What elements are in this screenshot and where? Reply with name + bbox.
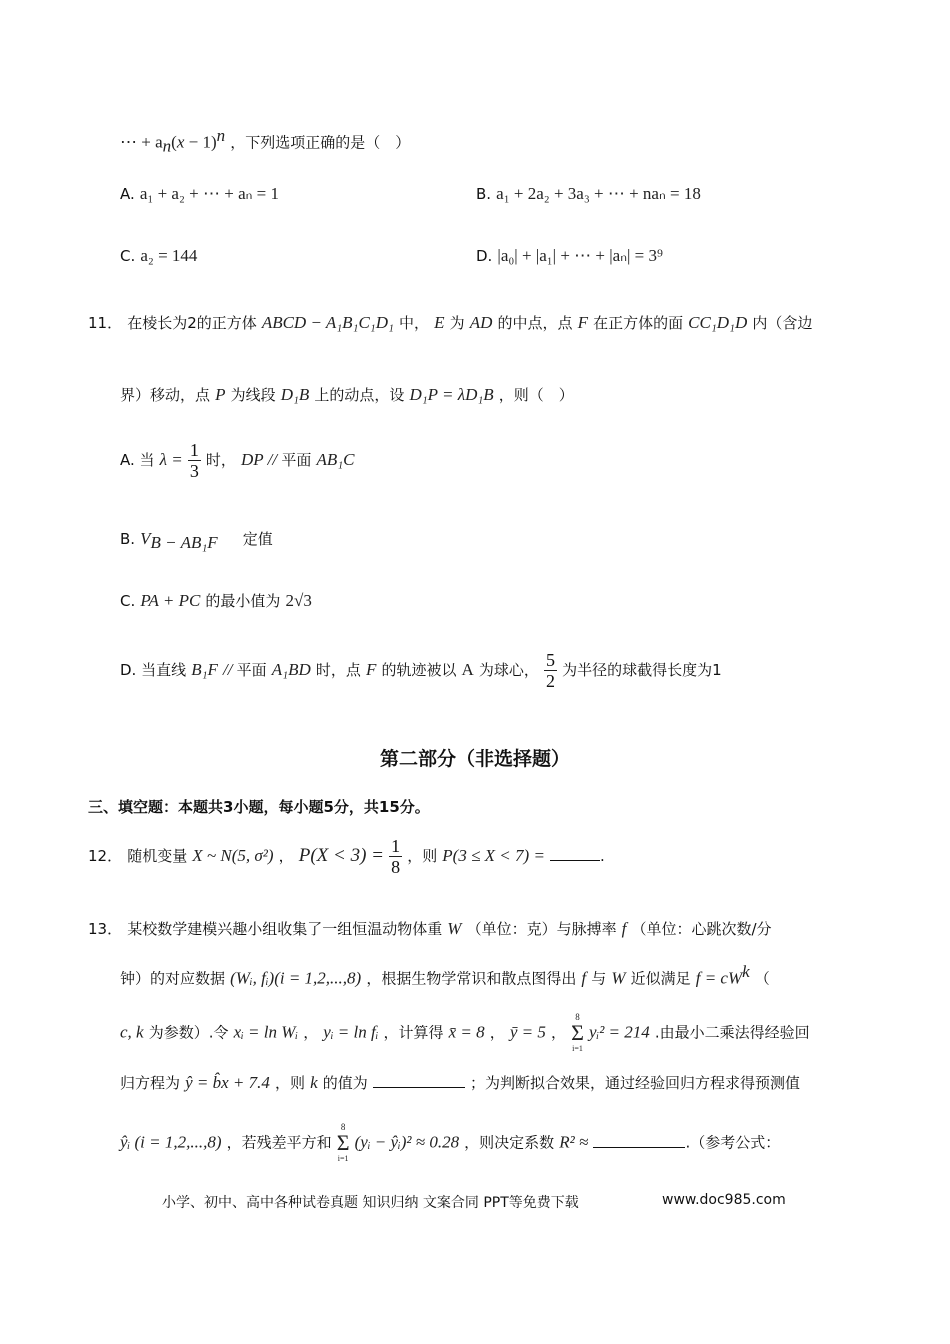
q10-option-c: C. a₂ = 144 bbox=[120, 246, 198, 265]
summation-symbol: 8 Σ i=1 bbox=[336, 1122, 350, 1163]
q10-option-d-math: |a₀| + |a₁| + ⋯ + |aₙ| = 3⁹ bbox=[497, 246, 663, 265]
q13-line5: ŷᵢ (i = 1,2,...,8) ，若残差平方和 8 Σ i=1 (yᵢ − ŷᵢ)² ≈ 0.28 ，则决定系数 R² ≈ .（参考公式： bbox=[120, 1122, 781, 1163]
q13-line2: 钟）的对应数据 (Wᵢ, fᵢ)(i = 1,2,...,8) ，根据生物学常识和散点图得出 f 与 W 近似满足 $f = cW^k$ （ bbox=[120, 962, 770, 988]
q10-option-d: D. |a₀| + |a₁| + ⋯ + |aₙ| = 3⁹ bbox=[476, 246, 663, 265]
fraction-one-eighth: $\frac{1}{8}$ bbox=[391, 836, 401, 877]
footer-website-link[interactable]: www.doc985.com bbox=[662, 1192, 786, 1208]
q10-option-c-math: a₂ = 144 bbox=[140, 246, 198, 265]
q10-option-b-math: a₁ + 2a₂ + 3a₃ + ⋯ + naₙ = 18 bbox=[496, 184, 701, 203]
q13-number: 13． bbox=[88, 920, 123, 938]
q13-line4: 归方程为 ŷ = b̂x + 7.4 ，则 k 的值为 ；为判断拟合效果，通过经验回归方程求得预测值 bbox=[120, 1073, 800, 1092]
q11-option-c: C. PA + PC 的最小值为 2√3 bbox=[120, 591, 312, 610]
q13-k-answer-blank[interactable] bbox=[373, 1087, 465, 1088]
q11-option-b: B. $V_{B - AB_1F}$ 定值 bbox=[120, 529, 273, 553]
q10-question-text: ，下列选项正确的是（ ） bbox=[230, 133, 411, 152]
q13-line1: 13． 某校数学建模兴趣小组收集了一组恒温动物体重 W （单位：克）与脉搏率 f （单位：心跳次数/分 bbox=[88, 919, 772, 938]
section-title: 第二部分（非选择题） bbox=[379, 748, 570, 770]
q11-number: 11． bbox=[88, 314, 123, 332]
summation-symbol: 8 Σ i=1 bbox=[571, 1012, 584, 1053]
fraction-one-third: $\frac{1}{3}$ bbox=[189, 440, 199, 481]
q13-line3: c, k 为参数）.令 xᵢ = ln Wᵢ ， yᵢ = ln fᵢ ，计算得 x̄ = 8 ， ȳ = 5 ， 8 Σ i=1 yᵢ² = 214 .由最小二乘法得经验回 bbox=[120, 1012, 810, 1053]
q11-line2: 界）移动，点 P 为线段 D₁B 上的动点，设 D₁P = λD₁B ，则（ ） bbox=[120, 385, 574, 404]
q10-tail-line: ⋯ + $a_n(x - 1)^n$ ，下列选项正确的是（ ） bbox=[120, 126, 411, 156]
q11-option-d: D. 当直线 B₁F // 平面 A₁BD 时，点 F 的轨迹被以 A 为球心， $\frac{5}{2}$ 为半径的球截得长度为1 bbox=[120, 650, 722, 691]
q12-answer-blank[interactable] bbox=[550, 860, 600, 861]
section-heading: 三、填空题：本题共3小题，每小题5分，共15分。 bbox=[88, 798, 430, 816]
q12-line: 12． 随机变量 X ~ N(5, σ²) ， P(X < 3) = $\frac{1}{8}$ ，则 P(3 ≤ X < 7) = . bbox=[88, 836, 605, 877]
fraction-five-halves: $\frac{5}{2}$ bbox=[546, 650, 556, 691]
q10-option-a-math: a₁ + a₂ + ⋯ + aₙ = 1 bbox=[139, 184, 279, 203]
footer-promo-text: 小学、初中、高中各种试卷真题 知识归纳 文案合同 PPT等免费下载 bbox=[162, 1195, 579, 1211]
q10-option-a: A. a₁ + a₂ + ⋯ + aₙ = 1 bbox=[120, 184, 279, 203]
q10-option-b: B. a₁ + 2a₂ + 3a₃ + ⋯ + naₙ = 18 bbox=[476, 184, 701, 203]
q12-number: 12． bbox=[88, 847, 123, 865]
q11-option-a: A. 当 λ = $\frac{1}{3}$ 时， DP // 平面 AB₁C bbox=[120, 440, 355, 481]
q13-r2-answer-blank[interactable] bbox=[593, 1147, 685, 1148]
q10-tail-expr: ⋯ + a bbox=[120, 132, 163, 152]
q11-line1: 11． 在棱长为2的正方体 ABCD − A₁B₁C₁D₁ 中， E 为 AD 的中点，点 F 在正方体的面 CC₁D₁D 内（含边 bbox=[88, 313, 813, 332]
